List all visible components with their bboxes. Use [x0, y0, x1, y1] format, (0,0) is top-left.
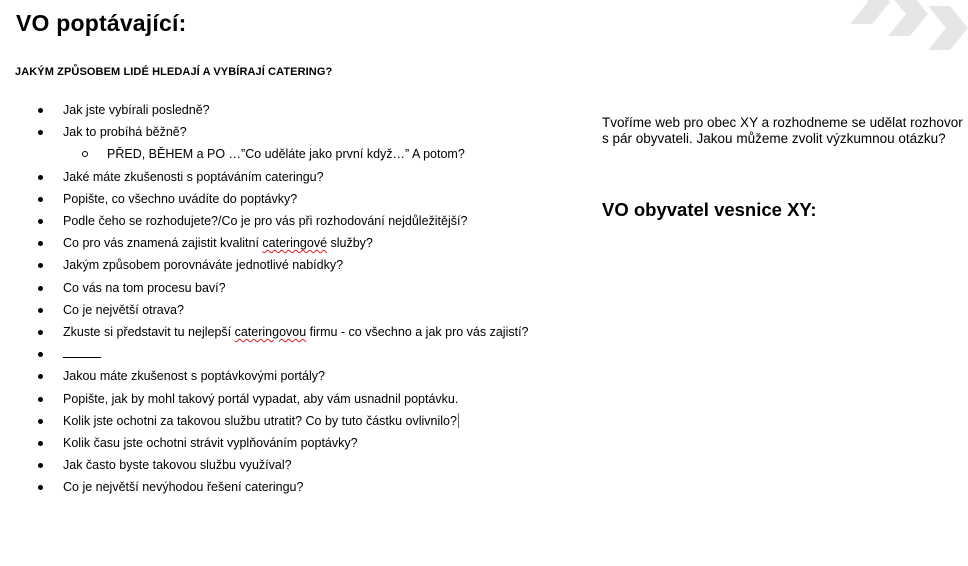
chevron-decoration-icon [838, 0, 968, 52]
list-item [35, 432, 529, 454]
bullet-icon [38, 441, 43, 446]
list-item-text: Kolik jste ochotni za takovou službu utratit? Co by tuto částku ovlivnilo? [63, 413, 457, 428]
list-item-text: Jakou máte zkušenost s poptávkovými portály? [63, 369, 325, 384]
list-item [35, 99, 529, 121]
bullet-icon [38, 485, 43, 490]
section-subheading: JAKÝM ZPŮSOBEM LIDÉ HLEDAJÍ A VYBÍRAJÍ CATERING? [15, 66, 333, 78]
list-item [35, 210, 529, 232]
list-item [35, 166, 529, 188]
list-item-text: Jak často byste takovou službu využíval? [63, 458, 292, 473]
list-item-text: Co je největší otrava? [63, 302, 184, 317]
chevron-shape [888, 0, 928, 36]
hollow-bullet-icon [82, 151, 88, 157]
list-item-text: Jak jste vybírali posledně? [63, 103, 210, 117]
page-title: VO poptávající: [16, 10, 187, 36]
list-item-text: Jak to probíhá běžně? [63, 125, 187, 140]
list-item [35, 232, 529, 254]
list-item [35, 343, 529, 365]
list-item [35, 321, 529, 343]
misspelled-word[interactable]: cateringové [262, 236, 328, 251]
bullet-icon [38, 374, 43, 379]
list-item-text: Jaké máte zkušenosti s poptáváním cateringu? [63, 169, 324, 184]
list-item-text: Kolik času jste ochotni strávit vyplňováním poptávky? [63, 436, 358, 451]
list-item-text: Co vás na tom procesu baví? [63, 280, 226, 295]
bullet-icon [38, 397, 43, 402]
bullet-icon [38, 419, 43, 424]
sub-list-item [35, 143, 529, 165]
list-item [35, 454, 529, 476]
list-item-text: Co je největší nevýhodou řešení cateringu? [63, 480, 304, 495]
list-item [35, 299, 529, 321]
blank-line [63, 343, 101, 358]
list-item-text: firmu - co všechno a jak pro vás zajistí? [306, 325, 529, 340]
list-item [35, 388, 529, 410]
chevron-shape [850, 0, 890, 24]
side-heading: VO obyvatel vesnice XY: [602, 199, 817, 220]
bullet-icon [38, 352, 43, 357]
list-item [35, 476, 529, 498]
bullet-icon [38, 263, 43, 268]
list-item [35, 410, 529, 432]
list-item [35, 277, 529, 299]
bullet-icon [38, 308, 43, 313]
list-item-text: Popište, jak by mohl takový portál vypadat, aby vám usnadnil poptávku. [63, 391, 459, 406]
bullet-icon [38, 463, 43, 468]
list-item-text: PŘED, BĚHEM a PO …”Co uděláte jako první když…” A potom? [107, 147, 465, 162]
list-item-text: Zkuste si představit tu nejlepší [63, 325, 235, 340]
bullet-icon [38, 108, 43, 113]
list-item-text: Co pro vás znamená zajistit kvalitní [63, 236, 263, 251]
list-item [35, 188, 529, 210]
bullet-icon [38, 130, 43, 135]
misspelled-word[interactable]: cateringovou [234, 325, 307, 340]
list-item-text: Podle čeho se rozhodujete?/Co je pro vás při rozhodování nejdůležitější? [63, 214, 468, 229]
bullet-icon [38, 197, 43, 202]
side-note: Tvoříme web pro obec XY a rozhodneme se udělat rozhovor s pár obyvateli. Jakou můžeme zvolit výzkumnou otázku? [602, 115, 963, 146]
bullet-icon [38, 175, 43, 180]
bullet-icon [38, 219, 43, 224]
list-item [35, 365, 529, 387]
list-item [35, 254, 529, 276]
bullet-icon [38, 241, 43, 246]
text-cursor [458, 413, 459, 428]
list-item [35, 121, 529, 143]
bullet-icon [38, 286, 43, 291]
question-list [35, 99, 529, 499]
bullet-icon [38, 330, 43, 335]
list-item-text: Popište, co všechno uvádíte do poptávky? [63, 191, 298, 206]
list-item-text: služby? [327, 236, 373, 251]
chevron-shape [928, 6, 968, 50]
list-item-text: Jakým způsobem porovnáváte jednotlivé nabídky? [63, 258, 344, 273]
